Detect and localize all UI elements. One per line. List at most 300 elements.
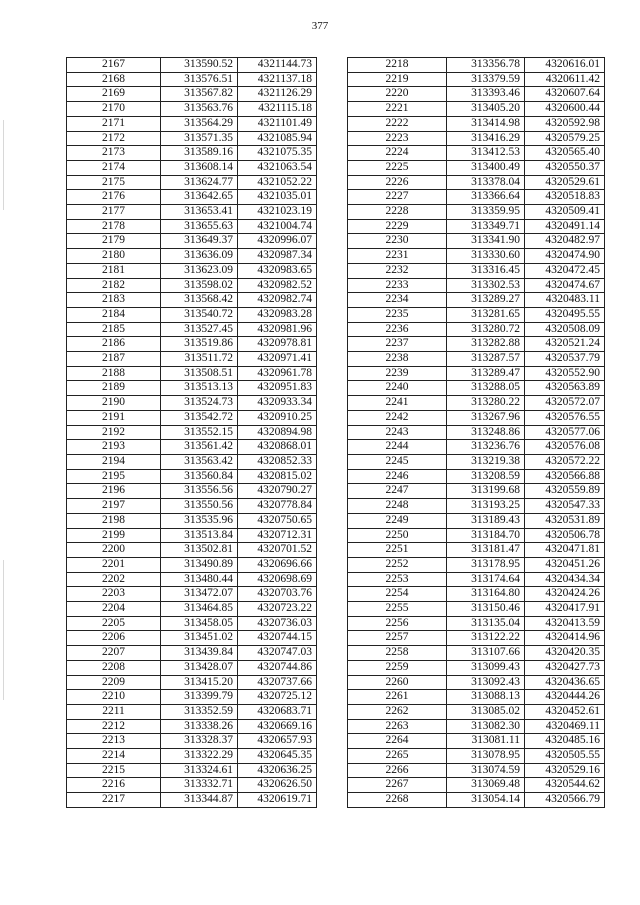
table-row	[67, 631, 317, 646]
point-number-cell: 2256	[348, 616, 447, 631]
table-row	[348, 454, 605, 469]
x-coordinate-cell: 313608.14	[161, 160, 238, 175]
y-coordinate-cell: 4320698.69	[238, 572, 317, 587]
table-row	[67, 102, 317, 117]
coordinates-table-right	[347, 57, 605, 808]
point-number-cell: 2189	[67, 381, 161, 396]
table-row	[67, 587, 317, 602]
point-number-cell: 2204	[67, 602, 161, 617]
table-row	[348, 205, 605, 220]
y-coordinate-cell: 4320544.62	[525, 778, 605, 793]
table-row	[348, 263, 605, 278]
table-row	[67, 660, 317, 675]
table-row	[348, 131, 605, 146]
y-coordinate-cell: 4320669.16	[238, 719, 317, 734]
point-number-cell: 2208	[67, 660, 161, 675]
point-number-cell: 2214	[67, 749, 161, 764]
point-number-cell: 2252	[348, 557, 447, 572]
x-coordinate-cell: 313624.77	[161, 175, 238, 190]
point-number-cell: 2169	[67, 87, 161, 102]
x-coordinate-cell: 313092.43	[447, 675, 525, 690]
y-coordinate-cell: 4320744.86	[238, 660, 317, 675]
table-row	[67, 734, 317, 749]
point-number-cell: 2240	[348, 381, 447, 396]
y-coordinate-cell: 4320547.33	[525, 499, 605, 514]
point-number-cell: 2175	[67, 175, 161, 190]
y-coordinate-cell: 4320444.26	[525, 690, 605, 705]
y-coordinate-cell: 4320636.25	[238, 763, 317, 778]
point-number-cell: 2191	[67, 410, 161, 425]
x-coordinate-cell: 313338.26	[161, 719, 238, 734]
y-coordinate-cell: 4320576.08	[525, 440, 605, 455]
table-row	[67, 87, 317, 102]
x-coordinate-cell: 313074.59	[447, 763, 525, 778]
point-number-cell: 2198	[67, 513, 161, 528]
x-coordinate-cell: 313428.07	[161, 660, 238, 675]
y-coordinate-cell: 4320750.65	[238, 513, 317, 528]
x-coordinate-cell: 313359.95	[447, 205, 525, 220]
table-row	[67, 337, 317, 352]
y-coordinate-cell: 4321004.74	[238, 219, 317, 234]
point-number-cell: 2246	[348, 469, 447, 484]
table-row	[348, 469, 605, 484]
table-row	[348, 72, 605, 87]
table-row	[67, 572, 317, 587]
x-coordinate-cell: 313332.71	[161, 778, 238, 793]
point-number-cell: 2239	[348, 366, 447, 381]
y-coordinate-cell: 4320983.65	[238, 263, 317, 278]
y-coordinate-cell: 4320778.84	[238, 499, 317, 514]
table-row	[67, 499, 317, 514]
x-coordinate-cell: 313571.35	[161, 131, 238, 146]
table-row	[67, 749, 317, 764]
y-coordinate-cell: 4320725.12	[238, 690, 317, 705]
table-row	[348, 499, 605, 514]
y-coordinate-cell: 4320723.22	[238, 602, 317, 617]
y-coordinate-cell: 4320485.16	[525, 734, 605, 749]
table-row	[348, 528, 605, 543]
x-coordinate-cell: 313655.63	[161, 219, 238, 234]
y-coordinate-cell: 4320790.27	[238, 484, 317, 499]
point-number-cell: 2170	[67, 102, 161, 117]
y-coordinate-cell: 4320577.06	[525, 425, 605, 440]
y-coordinate-cell: 4320852.33	[238, 454, 317, 469]
point-number-cell: 2205	[67, 616, 161, 631]
point-number-cell: 2179	[67, 234, 161, 249]
point-number-cell: 2195	[67, 469, 161, 484]
point-number-cell: 2171	[67, 116, 161, 131]
table-row	[348, 307, 605, 322]
x-coordinate-cell: 313527.45	[161, 322, 238, 337]
x-coordinate-cell: 313400.49	[447, 160, 525, 175]
y-coordinate-cell: 4320576.55	[525, 410, 605, 425]
table-row	[67, 131, 317, 146]
point-number-cell: 2188	[67, 366, 161, 381]
point-number-cell: 2262	[348, 704, 447, 719]
table-row	[67, 690, 317, 705]
table-row	[67, 293, 317, 308]
y-coordinate-cell: 4321052.22	[238, 175, 317, 190]
point-number-cell: 2209	[67, 675, 161, 690]
table-row	[348, 234, 605, 249]
x-coordinate-cell: 313560.84	[161, 469, 238, 484]
y-coordinate-cell: 4320531.89	[525, 513, 605, 528]
x-coordinate-cell: 313174.64	[447, 572, 525, 587]
x-coordinate-cell: 313078.95	[447, 749, 525, 764]
point-number-cell: 2230	[348, 234, 447, 249]
point-number-cell: 2217	[67, 793, 161, 808]
x-coordinate-cell: 313653.41	[161, 205, 238, 220]
y-coordinate-cell: 4320747.03	[238, 646, 317, 661]
point-number-cell: 2254	[348, 587, 447, 602]
y-coordinate-cell: 4320491.14	[525, 219, 605, 234]
table-row	[348, 543, 605, 558]
y-coordinate-cell: 4320611.42	[525, 72, 605, 87]
x-coordinate-cell: 313513.13	[161, 381, 238, 396]
point-number-cell: 2231	[348, 249, 447, 264]
y-coordinate-cell: 4320509.41	[525, 205, 605, 220]
x-coordinate-cell: 313341.90	[447, 234, 525, 249]
point-number-cell: 2185	[67, 322, 161, 337]
x-coordinate-cell: 313181.47	[447, 543, 525, 558]
y-coordinate-cell: 4320521.24	[525, 337, 605, 352]
table-row	[348, 175, 605, 190]
x-coordinate-cell: 313563.76	[161, 102, 238, 117]
point-number-cell: 2203	[67, 587, 161, 602]
x-coordinate-cell: 313322.29	[161, 749, 238, 764]
point-number-cell: 2218	[348, 58, 447, 73]
x-coordinate-cell: 313289.47	[447, 366, 525, 381]
y-coordinate-cell: 4320471.81	[525, 543, 605, 558]
table-row	[67, 778, 317, 793]
point-number-cell: 2174	[67, 160, 161, 175]
page-number: 377	[311, 20, 329, 32]
y-coordinate-cell: 4320482.97	[525, 234, 605, 249]
table-row	[348, 572, 605, 587]
table-row	[67, 616, 317, 631]
point-number-cell: 2267	[348, 778, 447, 793]
y-coordinate-cell: 4320712.31	[238, 528, 317, 543]
table-row	[348, 102, 605, 117]
table-row	[67, 146, 317, 161]
table-row	[67, 278, 317, 293]
x-coordinate-cell: 313568.42	[161, 293, 238, 308]
point-number-cell: 2244	[348, 440, 447, 455]
table-row	[67, 675, 317, 690]
y-coordinate-cell: 4320737.66	[238, 675, 317, 690]
point-number-cell: 2245	[348, 454, 447, 469]
x-coordinate-cell: 313550.56	[161, 499, 238, 514]
y-coordinate-cell: 4320868.01	[238, 440, 317, 455]
x-coordinate-cell: 313405.20	[447, 102, 525, 117]
x-coordinate-cell: 313316.45	[447, 263, 525, 278]
table-row	[67, 425, 317, 440]
point-number-cell: 2224	[348, 146, 447, 161]
point-number-cell: 2197	[67, 499, 161, 514]
x-coordinate-cell: 313289.27	[447, 293, 525, 308]
y-coordinate-cell: 4320483.11	[525, 293, 605, 308]
table-row	[348, 410, 605, 425]
table-row	[67, 352, 317, 367]
y-coordinate-cell: 4320420.35	[525, 646, 605, 661]
x-coordinate-cell: 313589.16	[161, 146, 238, 161]
point-number-cell: 2242	[348, 410, 447, 425]
y-coordinate-cell: 4320559.89	[525, 484, 605, 499]
x-coordinate-cell: 313281.65	[447, 307, 525, 322]
y-coordinate-cell: 4321115.18	[238, 102, 317, 117]
x-coordinate-cell: 313563.42	[161, 454, 238, 469]
table-row	[348, 87, 605, 102]
y-coordinate-cell: 4321126.29	[238, 87, 317, 102]
y-coordinate-cell: 4320657.93	[238, 734, 317, 749]
x-coordinate-cell: 313088.13	[447, 690, 525, 705]
table-row	[67, 116, 317, 131]
point-number-cell: 2243	[348, 425, 447, 440]
y-coordinate-cell: 4320579.25	[525, 131, 605, 146]
y-coordinate-cell: 4321101.49	[238, 116, 317, 131]
y-coordinate-cell: 4320495.55	[525, 307, 605, 322]
x-coordinate-cell: 313464.85	[161, 602, 238, 617]
y-coordinate-cell: 4320736.03	[238, 616, 317, 631]
x-coordinate-cell: 313412.53	[447, 146, 525, 161]
table-row	[67, 263, 317, 278]
x-coordinate-cell: 313082.30	[447, 719, 525, 734]
point-number-cell: 2261	[348, 690, 447, 705]
point-number-cell: 2238	[348, 352, 447, 367]
table-row	[348, 616, 605, 631]
y-coordinate-cell: 4320566.79	[525, 793, 605, 808]
y-coordinate-cell: 4320572.07	[525, 396, 605, 411]
y-coordinate-cell: 4320537.79	[525, 352, 605, 367]
table-row	[67, 763, 317, 778]
y-coordinate-cell: 4320978.81	[238, 337, 317, 352]
point-number-cell: 2172	[67, 131, 161, 146]
table-row	[67, 469, 317, 484]
y-coordinate-cell: 4321075.35	[238, 146, 317, 161]
point-number-cell: 2206	[67, 631, 161, 646]
point-number-cell: 2241	[348, 396, 447, 411]
point-number-cell: 2235	[348, 307, 447, 322]
table-row	[348, 749, 605, 764]
table-row	[67, 175, 317, 190]
table-row	[67, 410, 317, 425]
point-number-cell: 2177	[67, 205, 161, 220]
table-row	[67, 396, 317, 411]
table-row	[348, 690, 605, 705]
table-row	[67, 557, 317, 572]
table-row	[67, 602, 317, 617]
y-coordinate-cell: 4320505.55	[525, 749, 605, 764]
x-coordinate-cell: 313324.61	[161, 763, 238, 778]
x-coordinate-cell: 313366.64	[447, 190, 525, 205]
table-row	[67, 704, 317, 719]
point-number-cell: 2184	[67, 307, 161, 322]
x-coordinate-cell: 313099.43	[447, 660, 525, 675]
table-row	[67, 205, 317, 220]
table-row	[67, 249, 317, 264]
x-coordinate-cell: 313288.05	[447, 381, 525, 396]
x-coordinate-cell: 313208.59	[447, 469, 525, 484]
point-number-cell: 2220	[348, 87, 447, 102]
scan-edge-mark	[3, 560, 4, 700]
x-coordinate-cell: 313199.68	[447, 484, 525, 499]
y-coordinate-cell: 4320951.83	[238, 381, 317, 396]
x-coordinate-cell: 313135.04	[447, 616, 525, 631]
y-coordinate-cell: 4320910.25	[238, 410, 317, 425]
x-coordinate-cell: 313330.60	[447, 249, 525, 264]
x-coordinate-cell: 313107.66	[447, 646, 525, 661]
x-coordinate-cell: 313344.87	[161, 793, 238, 808]
table-row	[348, 763, 605, 778]
x-coordinate-cell: 313623.09	[161, 263, 238, 278]
x-coordinate-cell: 313540.72	[161, 307, 238, 322]
table-body	[67, 58, 317, 808]
y-coordinate-cell: 4321137.18	[238, 72, 317, 87]
table-row	[348, 396, 605, 411]
x-coordinate-cell: 313189.43	[447, 513, 525, 528]
point-number-cell: 2259	[348, 660, 447, 675]
x-coordinate-cell: 313267.96	[447, 410, 525, 425]
y-coordinate-cell: 4320592.98	[525, 116, 605, 131]
point-number-cell: 2168	[67, 72, 161, 87]
point-number-cell: 2190	[67, 396, 161, 411]
table-body	[348, 58, 605, 808]
x-coordinate-cell: 313352.59	[161, 704, 238, 719]
point-number-cell: 2187	[67, 352, 161, 367]
table-row	[348, 249, 605, 264]
y-coordinate-cell: 4320529.16	[525, 763, 605, 778]
table-row	[67, 528, 317, 543]
x-coordinate-cell: 313287.57	[447, 352, 525, 367]
table-row	[348, 116, 605, 131]
x-coordinate-cell: 313236.76	[447, 440, 525, 455]
y-coordinate-cell: 4320434.34	[525, 572, 605, 587]
point-number-cell: 2221	[348, 102, 447, 117]
x-coordinate-cell: 313399.79	[161, 690, 238, 705]
point-number-cell: 2219	[348, 72, 447, 87]
point-number-cell: 2194	[67, 454, 161, 469]
y-coordinate-cell: 4320696.66	[238, 557, 317, 572]
x-coordinate-cell: 313564.29	[161, 116, 238, 131]
x-coordinate-cell: 313069.48	[447, 778, 525, 793]
point-number-cell: 2232	[348, 263, 447, 278]
point-number-cell: 2228	[348, 205, 447, 220]
point-number-cell: 2226	[348, 175, 447, 190]
y-coordinate-cell: 4320981.96	[238, 322, 317, 337]
point-number-cell: 2264	[348, 734, 447, 749]
point-number-cell: 2222	[348, 116, 447, 131]
point-number-cell: 2249	[348, 513, 447, 528]
point-number-cell: 2266	[348, 763, 447, 778]
point-number-cell: 2225	[348, 160, 447, 175]
x-coordinate-cell: 313567.82	[161, 87, 238, 102]
x-coordinate-cell: 313178.95	[447, 557, 525, 572]
table-row	[67, 513, 317, 528]
table-row	[67, 793, 317, 808]
x-coordinate-cell: 313490.89	[161, 557, 238, 572]
x-coordinate-cell: 313414.98	[447, 116, 525, 131]
x-coordinate-cell: 313511.72	[161, 352, 238, 367]
table-row	[67, 454, 317, 469]
y-coordinate-cell: 4320417.91	[525, 602, 605, 617]
x-coordinate-cell: 313524.73	[161, 396, 238, 411]
x-coordinate-cell: 313556.56	[161, 484, 238, 499]
table-row	[67, 234, 317, 249]
table-row	[348, 484, 605, 499]
table-row	[67, 543, 317, 558]
x-coordinate-cell: 313349.71	[447, 219, 525, 234]
table-row	[348, 381, 605, 396]
table-row	[348, 513, 605, 528]
point-number-cell: 2176	[67, 190, 161, 205]
x-coordinate-cell: 313393.46	[447, 87, 525, 102]
x-coordinate-cell: 313085.02	[447, 704, 525, 719]
x-coordinate-cell: 313451.02	[161, 631, 238, 646]
point-number-cell: 2173	[67, 146, 161, 161]
table-row	[348, 631, 605, 646]
x-coordinate-cell: 313356.78	[447, 58, 525, 73]
x-coordinate-cell: 313636.09	[161, 249, 238, 264]
table-row	[67, 307, 317, 322]
point-number-cell: 2227	[348, 190, 447, 205]
x-coordinate-cell: 313542.72	[161, 410, 238, 425]
table-row	[348, 587, 605, 602]
x-coordinate-cell: 313519.86	[161, 337, 238, 352]
point-number-cell: 2255	[348, 602, 447, 617]
point-number-cell: 2250	[348, 528, 447, 543]
y-coordinate-cell: 4320518.83	[525, 190, 605, 205]
point-number-cell: 2268	[348, 793, 447, 808]
y-coordinate-cell: 4320703.76	[238, 587, 317, 602]
table-row	[67, 484, 317, 499]
table-row	[67, 160, 317, 175]
y-coordinate-cell: 4320616.01	[525, 58, 605, 73]
scan-edge-mark	[3, 120, 4, 210]
table-row	[67, 58, 317, 73]
x-coordinate-cell: 313642.65	[161, 190, 238, 205]
x-coordinate-cell: 313184.70	[447, 528, 525, 543]
table-row	[67, 72, 317, 87]
point-number-cell: 2180	[67, 249, 161, 264]
y-coordinate-cell: 4320983.28	[238, 307, 317, 322]
point-number-cell: 2257	[348, 631, 447, 646]
x-coordinate-cell: 313415.20	[161, 675, 238, 690]
point-number-cell: 2265	[348, 749, 447, 764]
y-coordinate-cell: 4321063.54	[238, 160, 317, 175]
y-coordinate-cell: 4320933.34	[238, 396, 317, 411]
point-number-cell: 2233	[348, 278, 447, 293]
point-number-cell: 2234	[348, 293, 447, 308]
y-coordinate-cell: 4320414.96	[525, 631, 605, 646]
table-row	[348, 337, 605, 352]
y-coordinate-cell: 4320961.78	[238, 366, 317, 381]
table-row	[348, 322, 605, 337]
table-row	[348, 675, 605, 690]
table-row	[348, 58, 605, 73]
x-coordinate-cell: 313081.11	[447, 734, 525, 749]
table-row	[67, 646, 317, 661]
x-coordinate-cell: 313535.96	[161, 513, 238, 528]
point-number-cell: 2192	[67, 425, 161, 440]
x-coordinate-cell: 313248.86	[447, 425, 525, 440]
y-coordinate-cell: 4320424.26	[525, 587, 605, 602]
point-number-cell: 2215	[67, 763, 161, 778]
x-coordinate-cell: 313472.07	[161, 587, 238, 602]
point-number-cell: 2237	[348, 337, 447, 352]
x-coordinate-cell: 313150.46	[447, 602, 525, 617]
x-coordinate-cell: 313590.52	[161, 58, 238, 73]
y-coordinate-cell: 4320982.74	[238, 293, 317, 308]
